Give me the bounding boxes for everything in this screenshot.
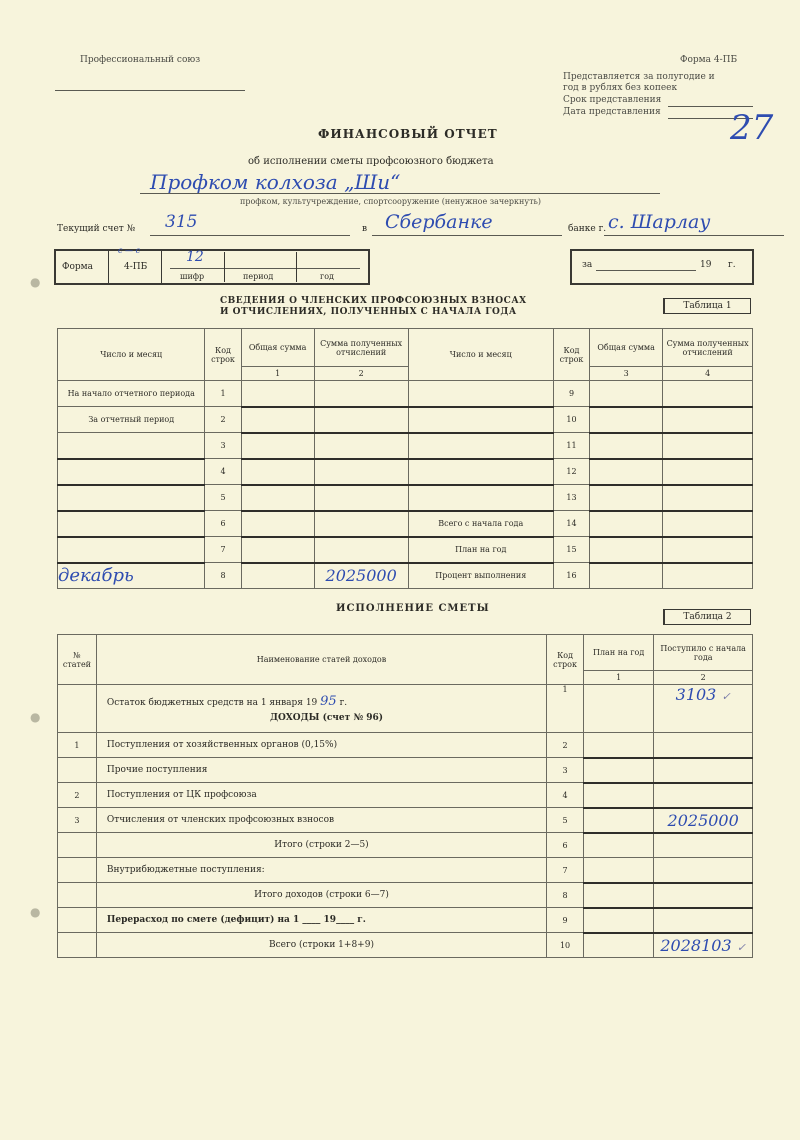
t1-row-label-right — [408, 433, 553, 459]
t1-row-received: 2025000 — [314, 563, 408, 589]
t2-row-received — [654, 758, 753, 783]
period-box — [570, 249, 754, 285]
t1-row-code: 8 — [205, 563, 241, 589]
t2-col-num-2: 2 — [654, 671, 753, 685]
form-box-divider2 — [161, 249, 162, 283]
t2-col-plan: План на год — [583, 635, 653, 671]
t2-row-name: Отчисления от членских профсоюзных взносов — [96, 808, 546, 833]
t1-row-code: 4 — [205, 459, 241, 485]
t2-row-code: 1 — [547, 685, 584, 733]
t1-row-code: 6 — [205, 511, 241, 537]
deadline-underline — [668, 106, 753, 107]
t2-row-received — [654, 833, 753, 858]
t2-total-value: 2028103 — [660, 935, 732, 955]
t1-col-date-right: Число и месяц — [408, 329, 553, 381]
t2-row-code: 3 — [547, 758, 584, 783]
t2-row-received — [654, 908, 753, 933]
t2-row-plan — [583, 783, 653, 808]
t1-row-received-right — [663, 407, 753, 433]
t1-row-code-right: 13 — [553, 485, 589, 511]
submitted-line1: Представляется за полугодие и — [563, 72, 715, 82]
account-in: в — [362, 224, 368, 234]
form-box-label: Форма — [62, 262, 94, 272]
org-caption: профком, культучреждение, спортсооружение (ненужное зачеркнуть) — [240, 197, 541, 206]
t1-col-code-right: Код строк — [553, 329, 589, 381]
t2-col-name: Наименование статей доходов — [96, 635, 546, 685]
t2-row-received — [654, 858, 753, 883]
t2-row-num — [58, 933, 97, 958]
t2-row-num — [58, 758, 97, 783]
union-label: Профессиональный союз — [80, 55, 201, 65]
bank-handwritten: Сбербанке — [385, 211, 493, 233]
t2-row-code: 10 — [547, 933, 584, 958]
t2-col-code: Код строк — [547, 635, 584, 685]
t2-balance-g: г. — [339, 698, 348, 708]
t1-row-received-right — [663, 381, 753, 407]
t2-row-received — [654, 733, 753, 758]
table-row — [58, 933, 753, 958]
t1-row-received-right — [663, 563, 753, 589]
t2-row-num: 2 — [58, 783, 97, 808]
city-handwritten: с. Шарлау — [608, 211, 711, 233]
t2-row-name: Поступления от хозяйственных органов (0,15%) — [96, 733, 546, 758]
t2-row-name: Прочие поступления — [96, 758, 546, 783]
table-row — [58, 407, 753, 433]
table-row — [58, 908, 753, 933]
t1-row-total-right — [590, 407, 663, 433]
t1-row-received-right — [663, 433, 753, 459]
t1-row-received-right — [663, 537, 753, 563]
t2-row-code: 9 — [547, 908, 584, 933]
cipher-value: 12 — [186, 249, 204, 265]
t2-col-num: № статей — [58, 635, 97, 685]
union-underline — [55, 90, 245, 91]
t2-row-name: Итого доходов (строки 6—7) — [96, 883, 546, 908]
table1-tag: Таблица 1 — [663, 298, 751, 314]
t2-balance-text: Остаток бюджетных средств на 1 января 19 — [106, 698, 318, 708]
deadline-label: Срок представления — [563, 95, 662, 105]
t2-col-num-1: 1 — [583, 671, 653, 685]
t1-row-code-right: 14 — [553, 511, 589, 537]
t1-row-received — [314, 407, 408, 433]
t2-row-code: 7 — [547, 858, 584, 883]
t1-row-label — [58, 537, 205, 563]
t1-row-code: 7 — [205, 537, 241, 563]
t1-row-code-right: 12 — [553, 459, 589, 485]
t1-col-total: Общая сумма — [241, 329, 314, 367]
t2-row-name: Внутрибюджетные поступления: — [96, 858, 546, 883]
t2-col-received: Поступило с начала года — [654, 635, 753, 671]
t2-row-num — [58, 908, 97, 933]
t2-row-received — [654, 883, 753, 908]
t1-row-code-right: 9 — [553, 381, 589, 407]
t1-row-label — [58, 459, 205, 485]
t1-row-code-right: 11 — [553, 433, 589, 459]
t1-col-num-3: 3 — [590, 367, 663, 381]
t1-col-num-2: 2 — [314, 367, 408, 381]
t1-row-label-right: План на год — [408, 537, 553, 563]
t1-row-code-right: 16 — [553, 563, 589, 589]
city-underline — [604, 235, 784, 236]
t1-row-code-right: 10 — [553, 407, 589, 433]
binding-hole-mark: ● — [30, 905, 41, 919]
check-icon: ✓ — [721, 690, 731, 703]
t1-row-label: За отчетный период — [58, 407, 205, 433]
t1-row-total — [241, 407, 314, 433]
date-label: Дата представления — [563, 107, 661, 117]
t1-col-received: Сумма полученных отчислений — [314, 329, 408, 367]
account-number: 315 — [165, 212, 198, 232]
org-underline — [140, 193, 660, 194]
t1-row-label — [58, 485, 205, 511]
t2-row-name: Всего (строки 1+8+9) — [96, 933, 546, 958]
table-row — [58, 733, 753, 758]
t1-row-label-right — [408, 459, 553, 485]
form-code: Форма 4-ПБ — [680, 55, 738, 65]
table1 — [57, 328, 753, 589]
t1-row-total-right — [590, 381, 663, 407]
t1-row-received — [314, 511, 408, 537]
account-underline — [150, 235, 350, 236]
t1-row-code-right: 15 — [553, 537, 589, 563]
t2-balance-year: 95 — [320, 694, 337, 709]
table-row — [58, 485, 753, 511]
table-row — [58, 783, 753, 808]
form-box-divider — [108, 249, 109, 283]
check-icon: ✓ — [736, 940, 746, 954]
table2 — [57, 634, 753, 958]
t1-row-received — [314, 381, 408, 407]
t2-row-plan — [583, 808, 653, 833]
period-for: за — [582, 260, 593, 270]
t1-row-total — [241, 381, 314, 407]
period-g: г. — [728, 260, 736, 270]
period-underline — [596, 270, 696, 271]
t2-row-num — [58, 883, 97, 908]
t1-row-total-right — [590, 459, 663, 485]
cipher-label: шифр — [180, 272, 205, 281]
bank-label: банке г. — [568, 224, 607, 234]
period-label: период — [243, 272, 274, 281]
form-box-code-note: с — с — [118, 246, 141, 255]
t1-row-total-right — [590, 485, 663, 511]
t1-col-num-1: 1 — [241, 367, 314, 381]
t1-row-total — [241, 537, 314, 563]
t2-row-code: 4 — [547, 783, 584, 808]
t2-received-value: 3103 — [675, 685, 717, 704]
report-title: ФИНАНСОВЫЙ ОТЧЕТ — [318, 127, 498, 141]
t2-row-num: 3 — [58, 808, 97, 833]
t1-row-received-right — [663, 459, 753, 485]
binding-hole-mark: ● — [30, 275, 41, 289]
t2-row-plan — [583, 685, 653, 733]
t1-row-total-right — [590, 511, 663, 537]
t1-row-label-right — [408, 485, 553, 511]
year-label: год — [320, 272, 334, 281]
t2-row-num: 1 — [58, 733, 97, 758]
t1-row-total-right — [590, 563, 663, 589]
t1-row-total-right — [590, 537, 663, 563]
table2-title: ИСПОЛНЕНИЕ СМЕТЫ — [336, 603, 490, 614]
t2-row-plan — [583, 933, 653, 958]
t2-row-name: Итого (строки 2—5) — [96, 833, 546, 858]
t2-row-code: 6 — [547, 833, 584, 858]
t2-row-received — [654, 783, 753, 808]
t1-row-total — [241, 563, 314, 589]
form-box-divider4 — [296, 252, 297, 282]
account-label: Текущий счет № — [57, 224, 136, 234]
t1-row-code: 1 — [205, 381, 241, 407]
table-row — [58, 511, 753, 537]
table-row — [58, 758, 753, 783]
stamp-number: 27 — [730, 108, 774, 148]
table-row — [58, 833, 753, 858]
t2-row-num — [58, 858, 97, 883]
t2-row-num — [58, 685, 97, 733]
table-row — [58, 883, 753, 908]
table-row — [58, 433, 753, 459]
table1-title-line1: СВЕДЕНИЯ О ЧЛЕНСКИХ ПРОФСОЮЗНЫХ ВЗНОСАХ — [220, 296, 527, 306]
t2-row-plan — [583, 908, 653, 933]
t1-row-received — [314, 459, 408, 485]
report-subtitle: об исполнении сметы профсоюзного бюджета — [248, 156, 494, 167]
table-row — [58, 537, 753, 563]
period-year: 19 — [700, 260, 712, 270]
t1-row-received — [314, 433, 408, 459]
binding-hole-mark: ● — [30, 710, 41, 724]
table-row — [58, 858, 753, 883]
table-row — [58, 808, 753, 833]
table-row — [58, 459, 753, 485]
t1-row-total-right — [590, 433, 663, 459]
t1-col-total-right: Общая сумма — [590, 329, 663, 367]
t1-row-label — [58, 511, 205, 537]
t2-row-received — [654, 933, 753, 958]
table-row — [58, 381, 753, 407]
t1-row-code: 5 — [205, 485, 241, 511]
t1-row-received-right — [663, 485, 753, 511]
t1-row-received-right — [663, 511, 753, 537]
t1-row-total — [241, 433, 314, 459]
submitted-line2: год в рублях без копеек — [563, 83, 678, 93]
t1-row-received — [314, 537, 408, 563]
t2-row-name: Поступления от ЦК профсоюза — [96, 783, 546, 808]
table-row — [58, 563, 753, 589]
table1-title-line2: И ОТЧИСЛЕНИЯХ, ПОЛУЧЕННЫХ С НАЧАЛА ГОДА — [220, 307, 517, 317]
t2-row-code: 2 — [547, 733, 584, 758]
bank-underline — [372, 235, 562, 236]
t1-row-label: На начало отчетного периода — [58, 381, 205, 407]
t2-row-received — [654, 685, 753, 733]
t2-row-plan — [583, 883, 653, 908]
t2-income-header: ДОХОДЫ (счет № 96) — [269, 713, 384, 723]
form-box-code: 4-ПБ — [124, 262, 148, 272]
t1-row-label-right: Процент выполнения — [408, 563, 553, 589]
t1-row-total — [241, 459, 314, 485]
form-box-divider3 — [224, 252, 225, 282]
t2-row-plan — [583, 858, 653, 883]
t2-row-received: 2025000 — [654, 808, 753, 833]
t1-row-total — [241, 511, 314, 537]
org-handwritten: Профком колхоза „Ши“ — [150, 170, 401, 194]
t2-row-plan — [583, 733, 653, 758]
t1-row-code: 3 — [205, 433, 241, 459]
t2-row-name: Перерасход по смете (дефицит) на 1 ____ 19____ г. — [96, 908, 546, 933]
t1-row-code: 2 — [205, 407, 241, 433]
t1-col-received-right: Сумма полученных отчислений — [663, 329, 753, 367]
t2-balance-cell — [96, 685, 546, 733]
t2-row-code: 5 — [547, 808, 584, 833]
t1-row-label — [58, 433, 205, 459]
t2-row-plan — [583, 758, 653, 783]
table-row — [58, 685, 753, 733]
t1-col-code: Код строк — [205, 329, 241, 381]
t1-row-label-right: Всего с начала года — [408, 511, 553, 537]
t2-row-code: 8 — [547, 883, 584, 908]
t1-col-date: Число и месяц — [58, 329, 205, 381]
t1-row-label-right — [408, 381, 553, 407]
t1-row-label-right — [408, 407, 553, 433]
t1-col-num-4: 4 — [663, 367, 753, 381]
form-box-inner-line — [170, 268, 360, 269]
t1-row-total — [241, 485, 314, 511]
t2-row-num — [58, 833, 97, 858]
t2-row-plan — [583, 833, 653, 858]
t1-row-label: декабрь — [58, 563, 205, 589]
t1-row-received — [314, 485, 408, 511]
table2-tag: Таблица 2 — [663, 609, 751, 625]
